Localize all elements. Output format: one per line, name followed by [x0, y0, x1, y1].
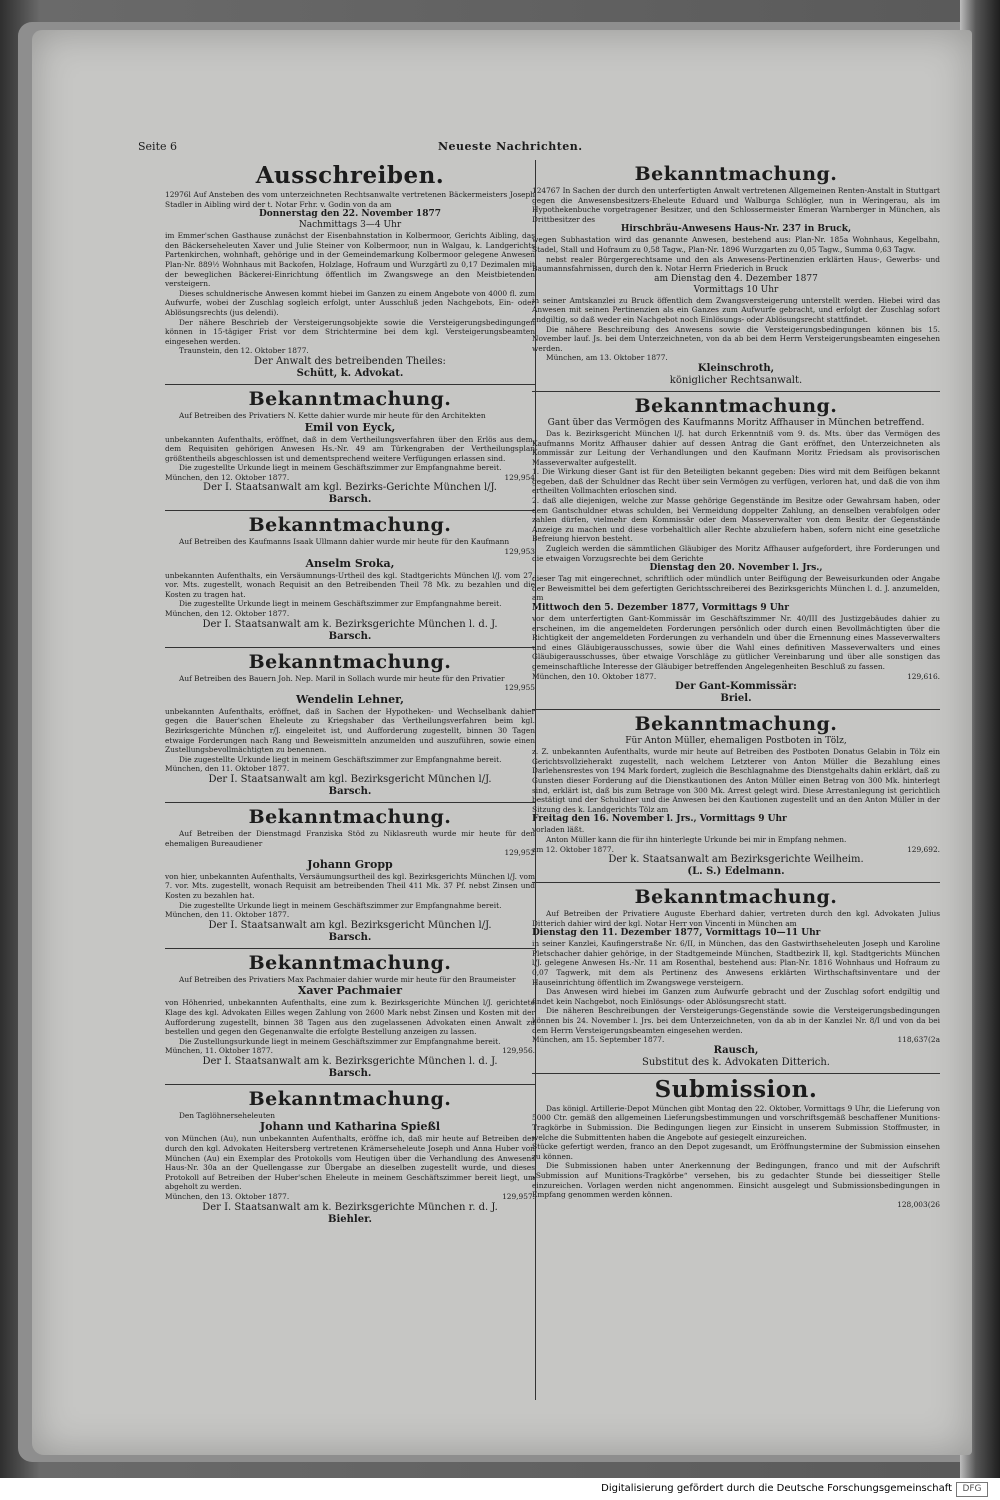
- notice-date: München, den 11. Oktober 1877.: [165, 910, 290, 920]
- notice-text: vor dem unterfertigten Gant-Kommissär im Geschäftszimmer Nr. 40/III des Justizgebäudes dahier zu erscheinen, im die angemeldeten Forderungen persönlich oder durch einen Bevollmächtigten über die Richtigkeit der angemeldeten Forderungen zu verhandeln und über die Ernennung eines Masseverwalters und eines Gläubigerausschusses, sowie über die Wahl eines definitiven Masseverwalters und eines Gläubigerausschusses, über etwaige Vorschläge zu gütlicher Vereinbarung und über alle sonstigen das gemeinschaftliche Interesse der Gläubiger betreffenden Angelegenheiten Beschluß zu fassen.: [532, 614, 940, 671]
- notice-title: Bekanntmachung.: [248, 650, 452, 673]
- notice-text: wegen Subhastation wird das genannte Anwesen, bestehend aus: Plan-Nr. 185a Wohnhaus, Kegelbahn, Stadel, Stall und Hofraum zu 0,58 Tagw., Plan-Nr. 1896 Wurzgarten zu 0,05 Tagw., Summa 0,63 Tagw.: [532, 235, 940, 254]
- notice-title: Ausschreiben.: [255, 162, 445, 189]
- notice-text: im Emmer'schen Gasthause zunächst der Eisenbahnstation in Kolbermoor, Gerichts Aibling, das den Bäckerseheleuten Xaver und Julie Steiner von Kolbermoor, nun in Walgau, k. Landgerichts Partenkirchen, wohnhaft, gehörige und in der Gemeindemarkung Kolbermoor gelegene Anwesen Plan-Nr. 889½ Wohnhaus mit Backofen, Holzlage, Hofraum und Wurzgärtl zu 0,17 Dezimalen mit der beweglichen Bäckerei-Einrichtung öffentlich im Zwangswege an den Meistbietenden versteigern.: [165, 231, 535, 289]
- notice-text: in seiner Amtskanzlei zu Bruck öffentlich dem Zwangsversteigerung unterstellt werden. Hiebei wird das Anwesen mit seinen Pertinenzien als ein Ganzes zum Aufwurfe gebracht, und erfolgt der Zuschlag sofort endgiltig, so daß weder ein Nachgebot noch Einlösungs- oder Ablösungsrecht stattfindet.: [532, 295, 940, 324]
- notice-person-name: Xaver Pachmaier: [297, 984, 403, 998]
- notice-date-line: am Dienstag den 4. Dezember 1877: [654, 273, 818, 284]
- notice-person-name: Anselm Sroka,: [305, 556, 395, 570]
- notice-signature-role: Der I. Staatsanwalt am kgl. Bezirksgericht München l/J.: [208, 773, 492, 785]
- page-number: Seite 6: [138, 140, 177, 153]
- notice-signature-role: Der I. Staatsanwalt am kgl. Bezirksgericht München l/J.: [208, 919, 492, 931]
- notice-text: Auf Betreiben der Dienstmagd Franziska Stöd zu Niklasreuth wurde mir heute für den ehemaligen Bureaudiener: [165, 828, 535, 848]
- dfg-logo: DFG: [956, 1482, 988, 1497]
- notice-subtitle: Für Anton Müller, ehemaligen Postboten in Tölz,: [625, 736, 847, 747]
- footer-credit-text: Digitalisierung gefördert durch die Deutsche Forschungsgemeinschaft: [601, 1483, 952, 1494]
- notice-text: Dieses schuldnerische Anwesen kommt hiebei im Ganzen zu einem Angebote von 4000 fl. zum Aufwurfe, wobei der Zuschlag sogleich erfolgt, unter Ausschluß jeden Nachgebots, Ein- oder Ablösungsrechts (jus delendi).: [165, 288, 535, 317]
- notice-title: Bekanntmachung.: [634, 163, 838, 185]
- notice-text: von München (Au), nun unbekannten Aufenthalts, eröffne ich, daß mir heute auf Betreiben der durch den kgl. Advokaten Heitersberg vertretenen Krämerseheleute Joseph und Anna Huber von München (Au) ein Exemplar des Protokolls vom Heutigen über die Verhandlung des Anwesens Haus-Nr. 30a an der Quellengasse zur Übergabe an dieselben zugestellt wurde, und dieses Protokoll auf Betreiben der Huber'schen Eheleute in meinem Geschäftszimmer bereit liegt, um abgeholt zu werden.: [165, 1134, 535, 1192]
- notice-text: z. Z. unbekannten Aufenthalts, wurde mir heute auf Betreiben des Postboten Donatus Gelabin in Tölz ein Gerichtsvollzieherakt zugestellt, nach welchem Letzterer von Anton Müller die Bezahlung eines Darlehensrestes von 194 Mark fordert, zugleich die Beschlagnahme des Dienstgehalts dahin erklärt, daß zu Gunsten dieser Forderung auf die Dienstkautionen des Anton Müller einen Betrag von 300 Mk. hinterlegt sind, erklärt ist, daß bis zum Betrage von 300 Mk. Arrest gelegt wird. Diese Arrestanlegung ist gerichtlich bestätigt und der Schuldner und die Anwesen bei den Kautionen zugestellt und an den Anton Müller in der Sitzung des k. Landgerichts Tölz am: [532, 747, 940, 814]
- notice-ref-number: 129,952: [504, 848, 535, 858]
- notice-time-line: Nachmittags 3—4 Uhr: [298, 220, 402, 231]
- notice-text: Auf Betreiben der Privatiere Auguste Eberhard dahier, vertreten durch den kgl. Advokaten Julius Ditterich dahier wird der kgl. Notar Herr von Vincenti in München am: [532, 909, 940, 928]
- notice-pletschacher-anwesen: [532, 882, 940, 1073]
- notice-signature-name: Barsch.: [328, 630, 372, 642]
- notice-title: Bekanntmachung.: [634, 886, 838, 909]
- notice-signature-role: königlicher Rechtsanwalt.: [669, 374, 803, 386]
- notice-text: von Höhenried, unbekannten Aufenthalts, eine zum k. Bezirksgerichte München l/J. gerichtete Klage des kgl. Advokaten Eilles wegen Zahlung von 2600 Mark nebst Zinsen und Kosten mit der Aufforderung zugestellt, binnen 38 Tagen aus den zugelassenen Advokaten einen Anwalt zu bestellen und gegen den Gegenanwalte die erfolgte Bestellung anzeigen zu lassen.: [165, 998, 535, 1037]
- notice-text: unbekannten Aufenthalts, eröffnet, daß in Sachen der Hypotheken- und Wechselbank dahier gegen die Bauer'schen Eheleute zu Kriegshaber das Vertheilungsverfahren beim kgl. Bezirksgerichte München r/J. eingeleitet ist, und Aufforderung zugestellt, binnen 30 Tagen etwaige Forderungen nach Rang und Beweismitteln anzumelden und auszuführen, sowie einen Zustellungsbevollmächtigten zu benennen.: [165, 706, 535, 755]
- notice-date: München, den 10. Oktober 1877.: [532, 671, 657, 681]
- notice-signature-name: Barsch.: [328, 931, 372, 943]
- notice-signature-name: (L. S.) Edelmann.: [687, 866, 785, 878]
- notice-text: Die zugestellte Urkunde liegt in meinem Geschäftszimmer zur Empfangnahme bereit.: [179, 754, 502, 764]
- notice-text: Die näheren Beschreibungen der Versteigerungs-Gegenstände sowie die Versteigerungsbedingungen können bis 24. November l. Jrs. bei dem Unterzeichneten, von da ab in der Kanzlei Nr. 8/I und von da bei dem Herrn Versteigerungsbeamten eingesehen werden.: [532, 1006, 940, 1035]
- notice-date: München, am 13. Oktober 1877.: [546, 353, 668, 363]
- notice-text: Das Anwesen wird hiebei im Ganzen zum Aufwurfe gebracht und der Zuschlag sofort endgiltig und findet kein Nachgebot, noch Einlösungs- oder Ablösungsrecht statt.: [532, 987, 940, 1006]
- notice-signature-name: Biehler.: [328, 1213, 372, 1225]
- notice-gant-affhauser: [532, 391, 940, 709]
- notice-signature-name: Barsch.: [328, 785, 372, 797]
- notice-signature-role: Der Gant-Kommissär:: [675, 681, 797, 693]
- newspaper-title: Neueste Nachrichten.: [438, 140, 583, 153]
- notice-date-line: Freitag den 16. November l. Jrs., Vormittags 9 Uhr: [532, 814, 787, 825]
- notice-text: vorladen läßt.: [532, 825, 585, 835]
- notice-text: Die zugestellte Urkunde liegt in meinem Geschäftszimmer zur Empfangnahme bereit.: [179, 900, 502, 910]
- notice-hirschbraeu-anwesen: [532, 160, 940, 391]
- notice-signature-name: Barsch.: [328, 1067, 372, 1079]
- notice-text: unbekannten Aufenthalts, eröffnet, daß in dem Vertheilungsverfahren über den Erlös aus dem, dem Requisiten gehörigen Anwesen Hs.-Nr. 49 am Türkengraben der Vertheilungsplan größtentheils abgeschlossen ist und dementsprechend weitere Verfügungen erlassen sind.: [165, 434, 535, 463]
- notice-text: dieser Tag mit eingerechnet, schriftlich oder mündlich unter Beifügung der Beweisurkunden oder Angabe der Beweismittel bei dem gefertigten Gerichtsschreiberei des Bezirksgerichts München l. d. J. anzumelden, am: [532, 574, 940, 603]
- notice-ref-number: 129,953: [504, 547, 535, 557]
- notice-date-line: Dienstag den 11. Dezember 1877, Vormittags 10—11 Uhr: [532, 928, 821, 939]
- notice-subtitle: Gant über das Vermögen des Kaufmanns Moritz Affhauser in München betreffend.: [547, 417, 925, 428]
- notice-text: Die Submissionen haben unter Anerkennung der Bedingungen, franco und mit der Aufschrift „Submission auf Munitions-Tragkörbe“ versehen, bis zu gedachter Stunde bei diesseitiger Stelle einzureichen. Vorlagen werden nicht angenommen. Einsicht ausgelegt und Submissionsbedingungen in Empfang genommen werden können.: [532, 1161, 940, 1200]
- notice-signature-name: Schütt, k. Advokat.: [296, 367, 404, 379]
- notice-anselm-sroka: [165, 510, 535, 646]
- notice-title: Bekanntmachung.: [248, 387, 452, 410]
- notice-date: München, den 12. Oktober 1877.: [165, 472, 290, 482]
- notice-signature-role: Der I. Staatsanwalt am k. Bezirksgerichte München l. d. J.: [202, 618, 498, 630]
- notice-xaver-pachmaier: [165, 948, 535, 1084]
- notice-johann-gropp: [165, 802, 535, 948]
- notice-title: Bekanntmachung.: [248, 514, 452, 537]
- digitization-footer: [0, 1478, 1000, 1500]
- notice-johann-katharina-spiessl: [165, 1084, 535, 1230]
- notice-date: München, am 15. September 1877.: [532, 1035, 665, 1045]
- notice-text: Anton Müller kann die für ihn hinterlegte Urkunde bei mir in Empfang nehmen.: [546, 834, 847, 844]
- notice-date-line: Dienstag den 20. November l. Jrs.,: [649, 563, 823, 574]
- notice-title: Bekanntmachung.: [248, 951, 452, 974]
- notice-signature-role: Der Anwalt des betreibenden Theiles:: [254, 355, 446, 367]
- notice-signature-role: Substitut des k. Advokaten Ditterich.: [642, 1056, 830, 1068]
- notice-property-line: Hirschbräu-Anwesens Haus-Nr. 237 in Bruck,: [620, 224, 852, 235]
- notice-person-name: Emil von Eyck,: [304, 420, 396, 434]
- notice-title: Submission.: [654, 1075, 818, 1103]
- notice-text: von hier, unbekannten Aufenthalts, Versäumungsurtheil des kgl. Bezirksgerichts München l/J. vom 7. vor. Mts. zugestellt, wonach Requisit am betreibenden Theil 411 Mk. 37 Pf. nebst Zinsen und Kosten zu bezahlen hat.: [165, 871, 535, 900]
- notice-time-line: Vormittags 10 Uhr: [693, 284, 779, 295]
- notice-text: Auf Betreiben des Kaufmanns Isaak Ullmann dahier wurde mir heute für den Kaufmann: [179, 537, 510, 547]
- notice-text: unbekannten Aufenthalts, ein Versäumnungs-Urtheil des kgl. Stadtgerichts München l/J. vom 27. vor. Mts. zugestellt, wonach Requisit an den Betreibenden Theil 78 Mk. zu bezahlen und die Kosten zu tragen hat.: [165, 570, 535, 599]
- notice-anton-mueller: [532, 709, 940, 882]
- notice-text: Den Taglöhnerseheleuten: [179, 1110, 276, 1120]
- notice-ref-number: 129,955: [504, 683, 535, 693]
- notice-text: Auf Betreiben des Bauern Joh. Nep. Maril in Sollach wurde mir heute für den Privatier: [179, 673, 505, 683]
- notice-title: Bekanntmachung.: [248, 805, 452, 828]
- notice-wendelin-lehner: [165, 647, 535, 802]
- notice-signature-role: Der I. Staatsanwalt am kgl. Bezirks-Gerichte München l/J.: [203, 482, 497, 494]
- notice-text: 2. daß alle diejenigen, welche zur Masse gehörige Gegenstände im Besitze oder Gewahrsam haben, oder dem Gantschuldner etwas schulden, bei Vermeidung doppelter Zahlung, an denselben verabfolgen oder zahlen dürfen, vielmehr dem Kommissär oder dem Masseverwalter von dem Besitz der Gegenstände Anzeige zu machen und diese vorbehaltlich aller Rechte abzuliefern haben, sofern nicht eine gesetzliche Befreiung hiervon besteht.: [532, 496, 940, 544]
- notice-ref-number: 128,003(26: [897, 1199, 940, 1209]
- notice-ref-number: 129,957.: [502, 1192, 535, 1202]
- notice-text: Auf Betreiben des Privatiers Max Pachmaier dahier wurde mir heute für den Braumeister: [179, 974, 516, 984]
- notice-text: 1. Die Wirkung dieser Gant ist für den Beteiligten bekannt gegeben: Dies wird mit dem Beifügen bekannt gegeben, daß der Schuldner das Recht über sein Vermögen zu verfügen, verloren hat, und daß die von ihm ertheilten Vollmachten erloschen sind.: [532, 467, 940, 496]
- notice-signature-name: Barsch.: [328, 494, 372, 506]
- notice-text: Der nähere Beschrieb der Versteigerungsobjekte sowie die Versteigerungsbedingungen können in 15-tägiger Frist vor dem Strichtermine bei dem kgl. Versteigerungsbeamten eingesehen werden.: [165, 317, 535, 346]
- notice-text: 12976l Auf Ansteben des vom unterzeichneten Rechtsanwalte vertretenen Bäckermeisters Joseph Stadler in Aibling wird der t. Notar Frhr. v. Godin von da am: [165, 190, 535, 209]
- notice-signature-role: Der I. Staatsanwalt am k. Bezirksgerichte München l. d. J.: [202, 1055, 498, 1067]
- notice-signature-name: Kleinschroth,: [697, 362, 775, 374]
- notice-signature-role: Der k. Staatsanwalt am Bezirksgerichte Weilheim.: [608, 854, 864, 866]
- notice-ref-number: 129,692.: [907, 844, 940, 854]
- notice-date-line: Donnerstag den 22. November 1877: [259, 209, 441, 220]
- notice-text: Auf Betreiben des Privatiers N. Kette dahier wurde mir heute für den Architekten: [179, 410, 486, 420]
- notice-date: am 12. Oktober 1877.: [532, 844, 614, 854]
- notice-date: München, 11. Oktober 1877.: [165, 1046, 274, 1056]
- notice-ausschreiben: [165, 160, 535, 384]
- notice-signature-role: Der I. Staatsanwalt am k. Bezirksgerichte München r. d. J.: [202, 1201, 498, 1213]
- notice-date: München, den 12. Oktober 1877.: [165, 609, 290, 619]
- notice-text: Stücke gefertigt werden, franco an den Depot zugesandt, um Eröffnungstermine der Submission einsehen zu können.: [532, 1142, 940, 1161]
- notice-date: München, den 11. Oktober 1877.: [165, 764, 290, 774]
- notice-text: Die Zustellungsurkunde liegt in meinem Geschäftszimmer zur Empfangnahme bereit.: [179, 1036, 501, 1046]
- right-column: [532, 160, 940, 1213]
- notice-ref-number: 129,954: [504, 472, 535, 482]
- notice-title: Bekanntmachung.: [634, 713, 838, 736]
- notice-text: nebst realer Bürgergerechtsame und den als Anwesens-Pertinenzien erklärten Haus-, Gewerbs- und Baumannsfahrnissen, durch den k. Notar Herrn Friederich in Bruck: [532, 254, 940, 274]
- notice-text: in seiner Kanzlei, Kaufingerstraße Nr. 6/II, in München, das den Gastwirthseheleuten Joseph und Karoline Pletschacher dahier gehörige, in der Stadtgemeinde München, Stadtbezirk II, kgl. Stadtgerichts München l/J. gelegene Anwesen Hs.-Nr. 11 am Rosenthal, bestehend aus: Plan-Nr. 1816 Wohnhaus und Hofraum zu 0,07 Tagwerk, mit dem als Pertinenz des Anwesens erklärten Wirthschaftsinventare und der Hauseinrichtung öffentlich im Zwangswege versteigern.: [532, 939, 940, 987]
- page-header: [138, 140, 938, 158]
- notice-date: München, den 13. Oktober 1877.: [165, 1192, 290, 1202]
- notice-submission: [532, 1073, 940, 1214]
- notice-signature-name: Briel.: [720, 693, 752, 705]
- left-column: [165, 160, 535, 1230]
- notice-text: Die zugestellte Urkunde liegt in meinem Geschäftszimmer zur Empfangnahme bereit.: [179, 599, 502, 609]
- notice-text: Das k. Bezirksgericht München l/J. hat durch Erkenntniß vom 9. ds. Mts. über das Vermögen des Kaufmanns Moritz Affhauser dahier auf dessen Antrag die Gant eröffnet, den Unterzeichneten als Kommissär zur Leitung der Verhandlungen und den Kaufmann Moritz Friedsam als provisorischen Masseverwalter aufgestellt.: [532, 428, 940, 467]
- notice-text: Das königl. Artillerie-Depot München gibt Montag den 22. Oktober, Vormittags 9 Uhr, die Lieferung von 5000 Ctr. gemäß den allgemeinen Lieferungsbestimmungen und vorschriftsgemäß beschaffener Munitions-Tragkörbe in Submission. Die Bedingungen liegen zur Einsicht in unserem Submission Stoffmuster, in welche die Submittenten haben die Angebote auf gesiegelt einzureichen.: [532, 1103, 940, 1142]
- notice-date: Traunstein, den 12. Oktober 1877.: [179, 346, 309, 356]
- notice-title: Bekanntmachung.: [634, 394, 838, 417]
- notice-ref-number: 129,616.: [907, 671, 940, 681]
- notice-text: 124767 In Sachen der durch den unterfertigten Anwalt vertretenen Allgemeinen Renten-Anstalt in Stuttgart gegen die Anwesensbesitzers-Eheleute Eduard und Walburga Schlögler, nun in Weringerau, als im Hypothekenbuche vorgetragener Besitzer, und den Schlossermeister Emeran Warnberger in München, als Drittbesitzer des: [532, 186, 940, 224]
- notice-person-name: Johann Gropp: [307, 857, 393, 871]
- notice-text: Zugleich werden die sämmtlichen Gläubiger des Moritz Affhauser aufgefordert, ihre Forderungen und die etwaigen Vorzugsrechte bei dem Gerichte: [532, 544, 940, 563]
- notice-signature-name: Rausch,: [713, 1044, 759, 1056]
- notice-person-name: Wendelin Lehner,: [296, 692, 404, 706]
- notice-text: Die zugestellte Urkunde liegt in meinem Geschäftszimmer zur Empfangnahme bereit.: [179, 463, 502, 473]
- notice-emil-von-eyck: [165, 384, 535, 511]
- notice-ref-number: 118,637(2a: [897, 1035, 940, 1045]
- notice-ref-number: 129,956.: [502, 1046, 535, 1056]
- notice-person-name: Johann und Katharina Spießl: [259, 1120, 441, 1134]
- notice-date-line: Mittwoch den 5. Dezember 1877, Vormittags 9 Uhr: [532, 603, 789, 613]
- notice-title: Bekanntmachung.: [248, 1087, 452, 1110]
- notice-text: Die nähere Beschreibung des Anwesens sowie die Versteigerungsbedingungen können bis 15. November lauf. Js. bei dem Unterzeichneten, von da ab bei dem Herrn Versteigerungsbeamten eingesehen werden.: [532, 324, 940, 353]
